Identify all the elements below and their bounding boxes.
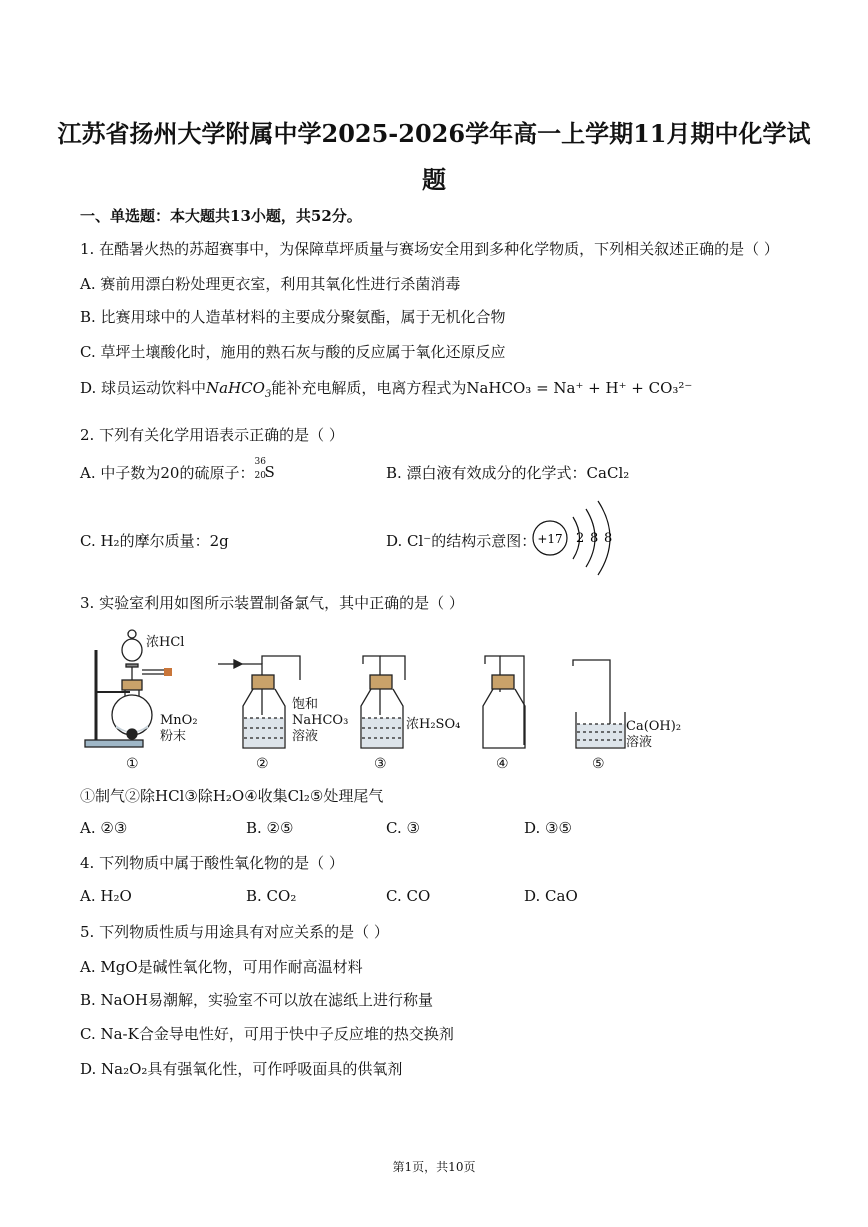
stand-base (85, 740, 143, 747)
page-footer: 第1页，共10页 (392, 1160, 476, 1174)
question-4-stem: 4. 下列物质中属于酸性氧化物的是（ ） (80, 854, 344, 872)
question-2-option-c: C. H₂的摩尔质量：2g (80, 532, 229, 550)
question-5-stem: 5. 下列物质性质与用途具有对应关系的是（ ） (80, 923, 389, 941)
option-d-prefix: D. 球员运动饮料中 (80, 379, 207, 397)
section-heading: 一、单选题：本大题共13小题，共52分。 (80, 207, 362, 225)
question-3-option-c: C. ③ (386, 819, 420, 837)
option-d-formula: NaHCO$_3$ (206, 379, 272, 400)
label-num-4: ④ (496, 756, 509, 772)
question-1-option-b: B. 比赛用球中的人造革材料的主要成分聚氨酯，属于无机化合物 (80, 308, 506, 326)
question-3-stem: 3. 实验室利用如图所示装置制备氯气，其中正确的是（ ） (80, 594, 464, 612)
question-4-option-a: A. H₂O (80, 887, 132, 905)
option-d-suffix: 能补充电解质，电离方程式为 (271, 379, 467, 397)
label-solution-5: 溶液 (626, 735, 653, 750)
apparatus-5-tail-gas-beaker (573, 660, 625, 748)
sulfur-isotope-notation: 36 20 S (254, 457, 275, 481)
apparatus-3-drying-bottle (361, 656, 405, 748)
label-solution-2: 溶液 (292, 729, 319, 744)
label-num-5: ⑤ (592, 756, 605, 772)
label-caoh2: Ca(OH)₂ (626, 719, 682, 734)
label-conc-h2so4: 浓H₂SO₄ (406, 717, 461, 732)
question-1-stem: 1. 在酷暑火热的苏超赛事中，为保障草坪质量与赛场安全用到多种化学物质，下列相关叙述正确的是（ ） (80, 240, 779, 258)
nucleus-charge: +17 (537, 532, 563, 546)
question-5-option-b: B. NaOH易潮解，实验室不可以放在滤纸上进行称量 (80, 991, 434, 1009)
question-5-option-c: C. Na-K合金导电性好，可用于快中子反应堆的热交换剂 (80, 1025, 454, 1043)
question-2-option-a: A. 中子数为20的硫原子： 36 20 S (80, 457, 275, 482)
question-1-option-d (80, 377, 692, 400)
question-4-option-b: B. CO₂ (246, 887, 297, 905)
question-3-option-a: A. ②③ (80, 819, 128, 837)
shell-1-electrons: 2 (576, 531, 585, 546)
label-mno2: MnO₂ (160, 713, 198, 728)
question-1-option-a: A. 赛前用漂白粉处理更衣室，利用其氧化性进行杀菌消毒 (80, 275, 461, 293)
question-2-option-d: D. Cl⁻的结构示意图： (386, 532, 537, 550)
ionization-equation: NaHCO₃ = Na⁺ + H⁺ + CO₃²⁻ (466, 379, 693, 397)
question-5-option-d: D. Na₂O₂具有强氧化性，可作呼吸面具的供氧剂 (80, 1060, 403, 1078)
question-2-stem: 2. 下列有关化学用语表示正确的是（ ） (80, 426, 344, 444)
chloride-ion-structure-diagram (528, 495, 628, 580)
question-2-option-b: B. 漂白液有效成分的化学式：CaCl₂ (386, 464, 630, 482)
chlorine-apparatus-figure (80, 620, 700, 780)
question-4-option-d: D. CaO (524, 887, 578, 905)
question-3-description: ①制气②除HCl③除H₂O④收集Cl₂⑤处理尾气 (80, 787, 384, 805)
label-saturated: 饱和 (292, 697, 319, 712)
page-title-continued: 题 (422, 165, 446, 194)
page-title: 江苏省扬州大学附属中学2025-2026学年高一上学期11月期中化学试 (57, 119, 811, 148)
shell-3-electrons: 8 (604, 531, 613, 546)
question-1-option-c: C. 草坪土壤酸化时，施用的熟石灰与酸的反应属于氧化还原反应 (80, 343, 506, 361)
separatory-funnel (122, 639, 142, 661)
label-num-2: ② (256, 756, 269, 772)
label-conc-hcl: 浓HCl (146, 635, 185, 650)
shell-2-electrons: 8 (590, 531, 599, 546)
question-5-option-a: A. MgO是碱性氧化物，可用作耐高温材料 (80, 958, 363, 976)
label-nahco3: NaHCO₃ (292, 713, 349, 728)
question-4-option-c: C. CO (386, 887, 431, 905)
label-num-3: ③ (374, 756, 387, 772)
question-3-option-b: B. ②⑤ (246, 819, 294, 837)
label-num-1: ① (126, 756, 139, 772)
question-3-option-d: D. ③⑤ (524, 819, 572, 837)
label-powder: 粉末 (160, 729, 187, 744)
apparatus-4-collection-bottle (483, 656, 525, 748)
mno2-powder (127, 729, 137, 739)
